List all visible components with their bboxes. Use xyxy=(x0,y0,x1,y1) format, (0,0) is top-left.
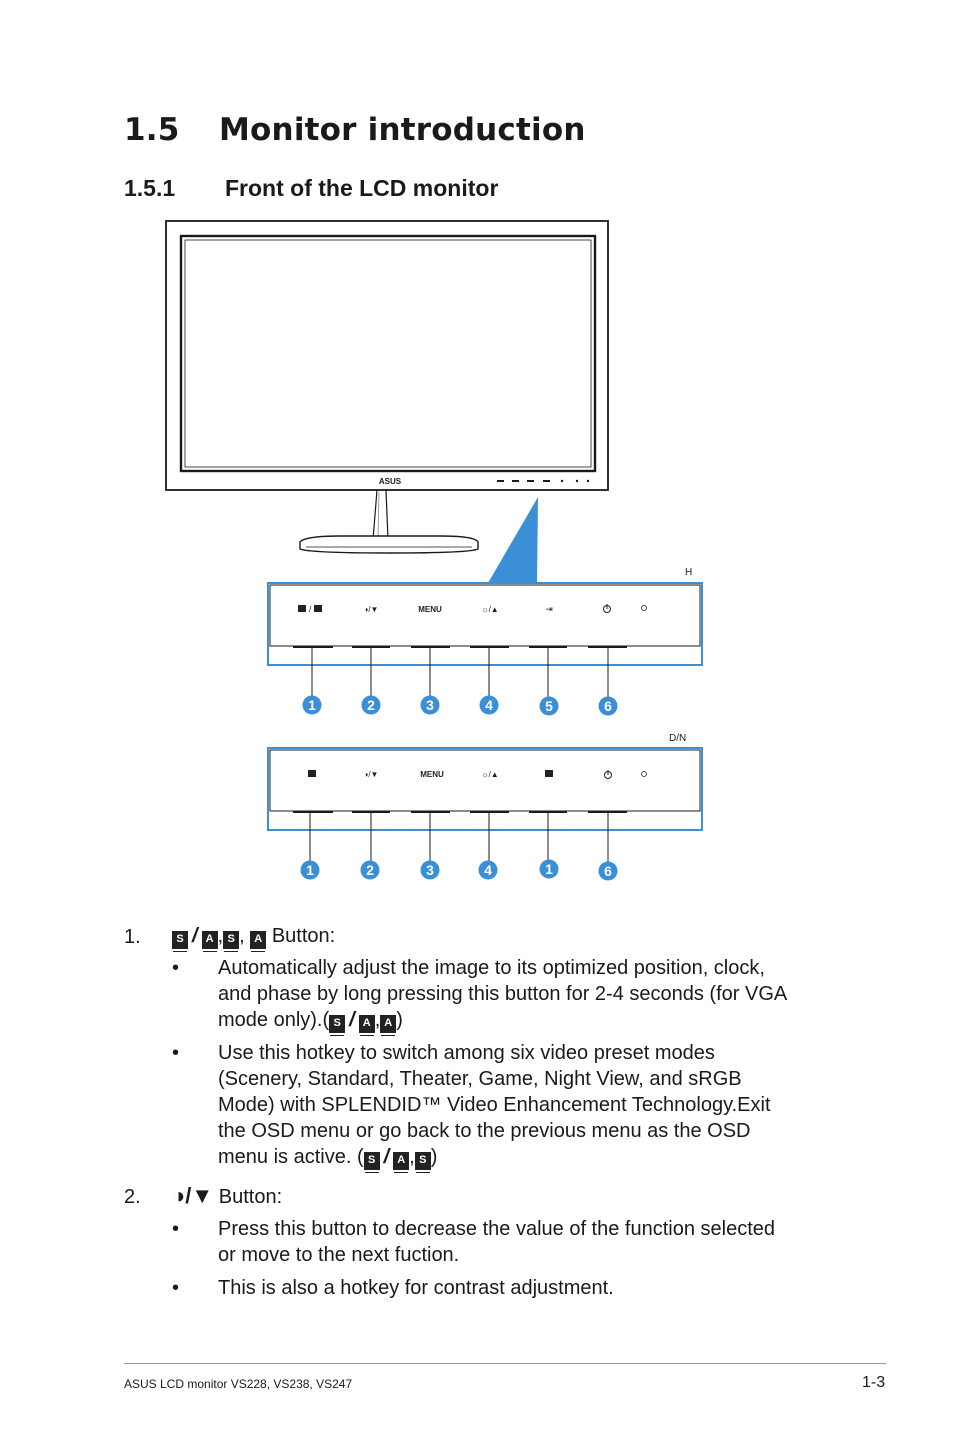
callout-2: 2 xyxy=(366,862,374,878)
item-2-bullet-2: This is also a hotkey for contrast adjustment. xyxy=(218,1277,614,1299)
a-icon: A xyxy=(202,931,218,949)
a-icon xyxy=(545,770,553,777)
s-icon: S xyxy=(329,1015,345,1033)
callout-6: 6 xyxy=(604,863,612,879)
callout-4: 4 xyxy=(484,862,492,878)
brand-logo: ASUS xyxy=(378,477,402,486)
a-icon: A xyxy=(380,1015,396,1033)
zoom-indicator xyxy=(488,497,538,583)
subsection-heading: 1.5.1 Front of the LCD monitor xyxy=(124,175,499,201)
bullet: • xyxy=(172,957,180,979)
input-select-icon: ⇥ xyxy=(545,604,553,614)
item-1-bullet-2: Use this hotkey to switch among six video preset modes (Scenery, Standard, Theater, Game, Night View, and sRGB Mode) with SPLENDID™ Video Enhancement Technology.Exit the OSD menu or go back to the previous menu as the OSD menu is active. ( S / A , S ) xyxy=(218,1042,771,1168)
contrast-down-icon: ◑/▼ xyxy=(363,605,379,614)
bullet: • xyxy=(172,1042,180,1064)
item-number: 2. xyxy=(124,1186,141,1208)
brightness-up-icon: ☼/▲ xyxy=(481,770,499,779)
a-icon: A xyxy=(393,1152,409,1170)
brightness-up-icon: ☼/▲ xyxy=(481,605,499,614)
button-panel-dn xyxy=(268,733,702,881)
footer-divider xyxy=(124,1363,886,1364)
callout-6: 6 xyxy=(604,698,612,714)
item-2-title: ◑/▼ Button: xyxy=(172,1183,283,1208)
button-panel-h xyxy=(268,567,702,716)
callout-1: 1 xyxy=(306,862,314,878)
page-number: 1-3 xyxy=(862,1374,886,1391)
callout-4: 4 xyxy=(485,697,493,713)
callout-2: 2 xyxy=(367,697,375,713)
item-number: 1. xyxy=(124,926,141,948)
s-icon xyxy=(308,770,316,777)
contrast-down-icon: ◑/▼ xyxy=(363,770,379,779)
panel-h-label: H xyxy=(685,567,693,578)
section-heading: 1.5 Monitor introduction xyxy=(124,112,586,148)
footer-product: ASUS LCD monitor VS228, VS238, VS247 xyxy=(124,1377,353,1391)
item-1-bullet-1: Automatically adjust the image to its optimized position, clock, and phase by long pressing this button for 2-4 seconds (for VGA mode only).( S / A , A ) xyxy=(218,957,788,1031)
menu-label: MENU xyxy=(420,770,444,779)
callout-3: 3 xyxy=(426,862,434,878)
item-1-title: S / A , S , A Button: xyxy=(172,923,335,949)
callout-5: 5 xyxy=(545,698,553,714)
a-icon: A xyxy=(359,1015,375,1033)
s-icon: S xyxy=(223,931,239,949)
s-icon: S xyxy=(415,1152,431,1170)
callout-1: 1 xyxy=(308,697,316,713)
item-2-bullet-1: Press this button to decrease the value of the function selected or move to the next fuction. xyxy=(218,1218,776,1266)
menu-label: MENU xyxy=(418,605,442,614)
contrast-down-icon: ◑/▼ xyxy=(172,1183,214,1208)
bullet: • xyxy=(172,1277,180,1299)
callout-3: 3 xyxy=(426,697,434,713)
a-icon: A xyxy=(250,931,266,949)
svg-text:/: / xyxy=(309,605,312,614)
s-icon: S xyxy=(364,1152,380,1170)
lcd-monitor-drawing xyxy=(166,221,608,553)
s-icon: S xyxy=(172,931,188,949)
callout-1b: 1 xyxy=(545,861,553,877)
bullet: • xyxy=(172,1218,180,1240)
panel-dn-label: D/N xyxy=(669,733,687,744)
